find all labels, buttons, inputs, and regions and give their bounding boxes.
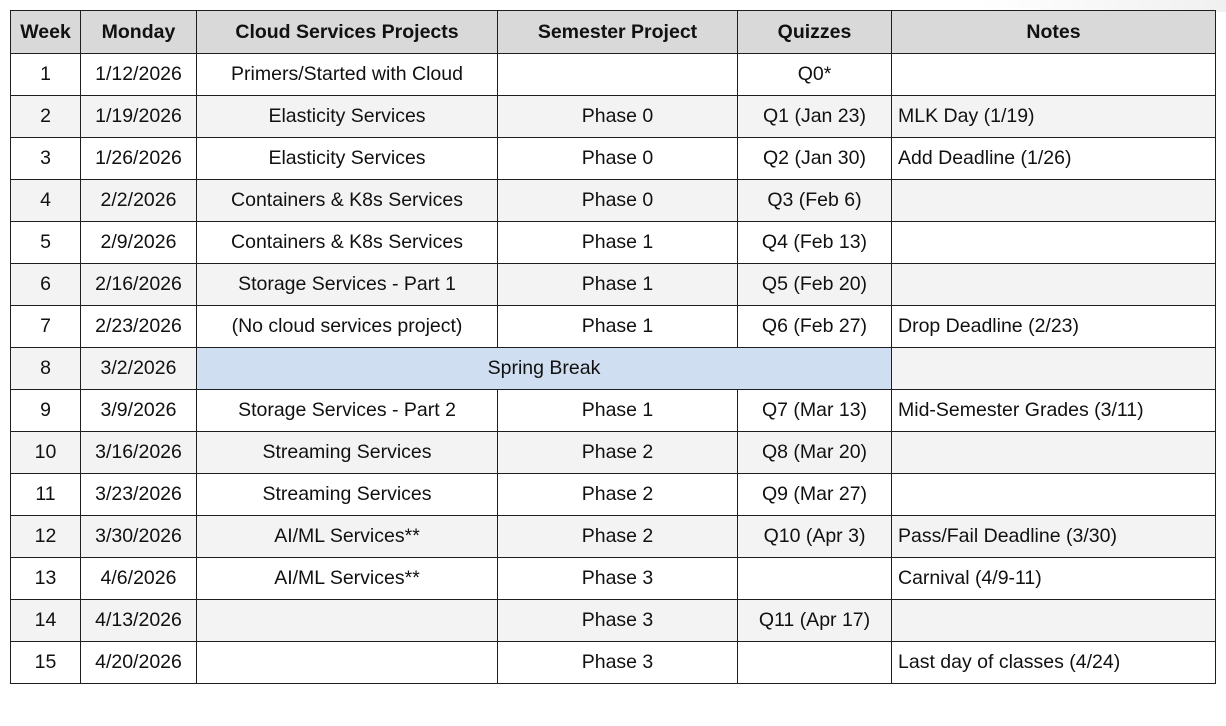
table-row bbox=[11, 642, 1216, 684]
notes-cell bbox=[892, 264, 1216, 306]
notes-cell: Drop Deadline (2/23) bbox=[892, 306, 1216, 348]
monday-cell: 2/2/2026 bbox=[81, 180, 197, 222]
monday-cell: 2/9/2026 bbox=[81, 222, 197, 264]
notes-cell bbox=[892, 222, 1216, 264]
notes-cell: MLK Day (1/19) bbox=[892, 96, 1216, 138]
semester-project-cell: Phase 3 bbox=[498, 642, 738, 684]
cloud-services-cell: Storage Services - Part 2 bbox=[197, 390, 498, 432]
schedule-body bbox=[11, 54, 1216, 684]
semester-project-cell: Phase 1 bbox=[498, 390, 738, 432]
cloud-services-cell: Containers & K8s Services bbox=[197, 222, 498, 264]
table-row bbox=[11, 138, 1216, 180]
cloud-services-cell: AI/ML Services** bbox=[197, 516, 498, 558]
semester-project-cell: Phase 3 bbox=[498, 600, 738, 642]
notes-cell: Mid-Semester Grades (3/11) bbox=[892, 390, 1216, 432]
notes-cell bbox=[892, 432, 1216, 474]
quiz-cell: Q1 (Jan 23) bbox=[738, 96, 892, 138]
week-cell: 8 bbox=[11, 348, 81, 390]
monday-cell: 1/26/2026 bbox=[81, 138, 197, 180]
semester-project-cell: Phase 0 bbox=[498, 96, 738, 138]
table-row bbox=[11, 96, 1216, 138]
table-row bbox=[11, 180, 1216, 222]
monday-cell: 3/16/2026 bbox=[81, 432, 197, 474]
header-week: Week bbox=[11, 11, 81, 54]
monday-cell: 3/2/2026 bbox=[81, 348, 197, 390]
monday-cell: 4/13/2026 bbox=[81, 600, 197, 642]
week-cell: 11 bbox=[11, 474, 81, 516]
semester-project-cell: Phase 2 bbox=[498, 516, 738, 558]
notes-cell: Add Deadline (1/26) bbox=[892, 138, 1216, 180]
quiz-cell bbox=[738, 558, 892, 600]
week-cell: 3 bbox=[11, 138, 81, 180]
week-cell: 13 bbox=[11, 558, 81, 600]
quiz-cell: Q5 (Feb 20) bbox=[738, 264, 892, 306]
cloud-services-cell bbox=[197, 642, 498, 684]
semester-project-cell: Phase 0 bbox=[498, 180, 738, 222]
table-row bbox=[11, 264, 1216, 306]
notes-cell bbox=[892, 348, 1216, 390]
week-cell: 9 bbox=[11, 390, 81, 432]
week-cell: 5 bbox=[11, 222, 81, 264]
notes-cell: Last day of classes (4/24) bbox=[892, 642, 1216, 684]
notes-cell: Pass/Fail Deadline (3/30) bbox=[892, 516, 1216, 558]
monday-cell: 3/23/2026 bbox=[81, 474, 197, 516]
semester-project-cell: Phase 3 bbox=[498, 558, 738, 600]
notes-cell bbox=[892, 54, 1216, 96]
semester-project-cell: Phase 2 bbox=[498, 432, 738, 474]
semester-project-cell: Phase 1 bbox=[498, 264, 738, 306]
cloud-services-cell: Elasticity Services bbox=[197, 96, 498, 138]
quiz-cell bbox=[738, 642, 892, 684]
quiz-cell: Q11 (Apr 17) bbox=[738, 600, 892, 642]
header-semester-project: Semester Project bbox=[498, 11, 738, 54]
semester-project-cell: Phase 1 bbox=[498, 306, 738, 348]
notes-cell bbox=[892, 474, 1216, 516]
semester-project-cell: Phase 2 bbox=[498, 474, 738, 516]
monday-cell: 1/19/2026 bbox=[81, 96, 197, 138]
week-cell: 2 bbox=[11, 96, 81, 138]
week-cell: 4 bbox=[11, 180, 81, 222]
spring-break-cell: Spring Break bbox=[197, 348, 892, 390]
semester-project-cell: Phase 0 bbox=[498, 138, 738, 180]
monday-cell: 4/20/2026 bbox=[81, 642, 197, 684]
table-row bbox=[11, 54, 1216, 96]
semester-project-cell: Phase 1 bbox=[498, 222, 738, 264]
table-row bbox=[11, 222, 1216, 264]
semester-project-cell bbox=[498, 54, 738, 96]
header-monday: Monday bbox=[81, 11, 197, 54]
week-cell: 7 bbox=[11, 306, 81, 348]
quiz-cell: Q6 (Feb 27) bbox=[738, 306, 892, 348]
week-cell: 1 bbox=[11, 54, 81, 96]
monday-cell: 1/12/2026 bbox=[81, 54, 197, 96]
table-row bbox=[11, 474, 1216, 516]
cloud-services-cell: Elasticity Services bbox=[197, 138, 498, 180]
quiz-cell: Q4 (Feb 13) bbox=[738, 222, 892, 264]
header-cloud-services-projects: Cloud Services Projects bbox=[197, 11, 498, 54]
header-row bbox=[11, 11, 1216, 54]
course-schedule-table bbox=[10, 10, 1216, 684]
quiz-cell: Q3 (Feb 6) bbox=[738, 180, 892, 222]
cloud-services-cell: (No cloud services project) bbox=[197, 306, 498, 348]
monday-cell: 3/30/2026 bbox=[81, 516, 197, 558]
cloud-services-cell bbox=[197, 600, 498, 642]
monday-cell: 2/23/2026 bbox=[81, 306, 197, 348]
cloud-services-cell: Streaming Services bbox=[197, 432, 498, 474]
table-row bbox=[11, 432, 1216, 474]
week-cell: 6 bbox=[11, 264, 81, 306]
week-cell: 15 bbox=[11, 642, 81, 684]
header-quizzes: Quizzes bbox=[738, 11, 892, 54]
table-row bbox=[11, 390, 1216, 432]
notes-cell bbox=[892, 180, 1216, 222]
table-row bbox=[11, 558, 1216, 600]
week-cell: 14 bbox=[11, 600, 81, 642]
quiz-cell: Q7 (Mar 13) bbox=[738, 390, 892, 432]
cloud-services-cell: AI/ML Services** bbox=[197, 558, 498, 600]
quiz-cell: Q0* bbox=[738, 54, 892, 96]
header-notes: Notes bbox=[892, 11, 1216, 54]
monday-cell: 4/6/2026 bbox=[81, 558, 197, 600]
quiz-cell: Q2 (Jan 30) bbox=[738, 138, 892, 180]
table-row bbox=[11, 348, 1216, 390]
notes-cell: Carnival (4/9-11) bbox=[892, 558, 1216, 600]
quiz-cell: Q8 (Mar 20) bbox=[738, 432, 892, 474]
week-cell: 10 bbox=[11, 432, 81, 474]
table-row bbox=[11, 516, 1216, 558]
week-cell: 12 bbox=[11, 516, 81, 558]
quiz-cell: Q9 (Mar 27) bbox=[738, 474, 892, 516]
table-row bbox=[11, 306, 1216, 348]
monday-cell: 2/16/2026 bbox=[81, 264, 197, 306]
cloud-services-cell: Containers & K8s Services bbox=[197, 180, 498, 222]
cloud-services-cell: Storage Services - Part 1 bbox=[197, 264, 498, 306]
cloud-services-cell: Primers/Started with Cloud bbox=[197, 54, 498, 96]
notes-cell bbox=[892, 600, 1216, 642]
quiz-cell: Q10 (Apr 3) bbox=[738, 516, 892, 558]
table-row bbox=[11, 600, 1216, 642]
monday-cell: 3/9/2026 bbox=[81, 390, 197, 432]
cloud-services-cell: Streaming Services bbox=[197, 474, 498, 516]
